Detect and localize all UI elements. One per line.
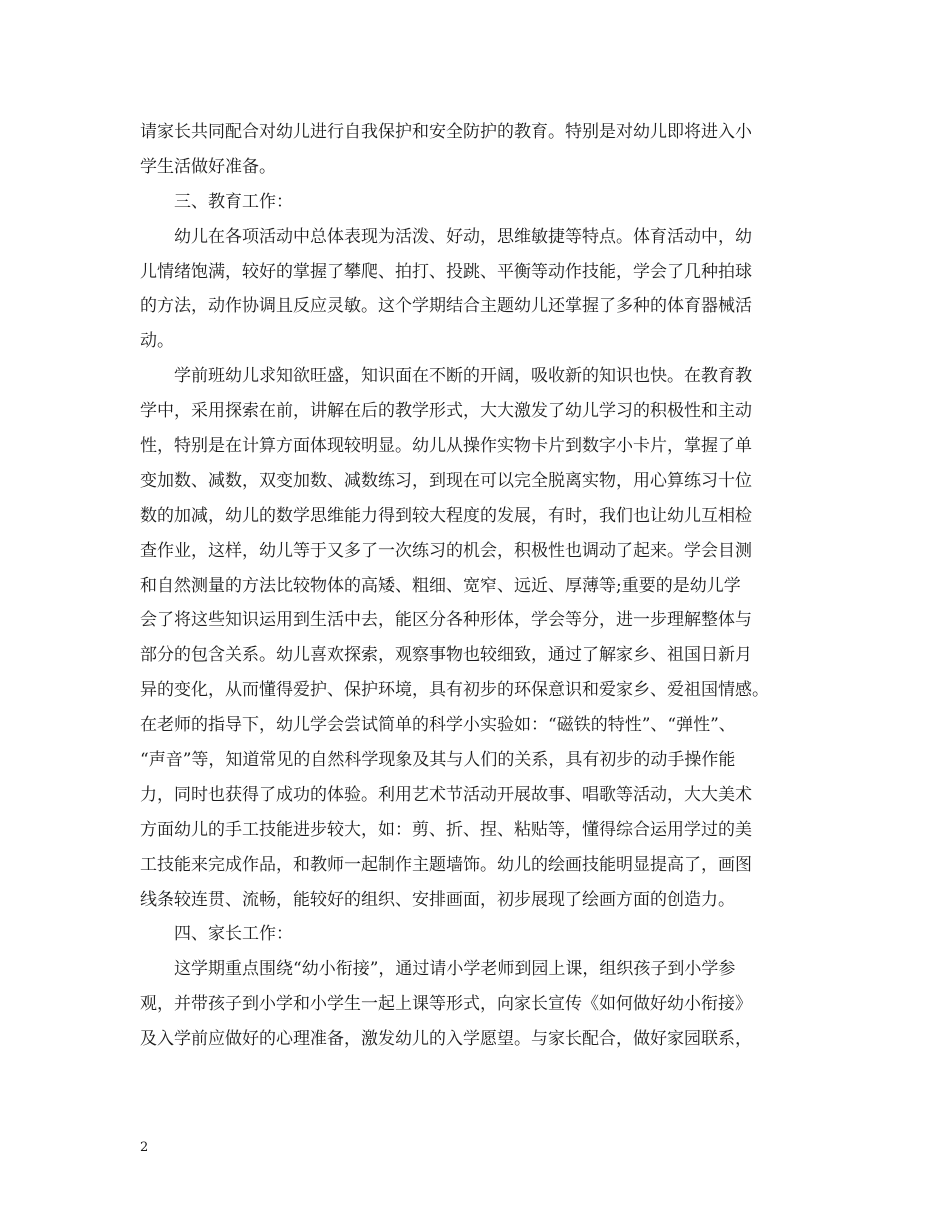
text-line: 幼儿在各项活动中总体表现为活泼、好动，思维敏捷等特点。体育活动中，幼 (174, 226, 752, 247)
text-line: 学生活做好准备。 (140, 156, 276, 177)
text-line: 力，同时也获得了成功的体验。利用艺术节活动开展故事、唱歌等活动，大大美术 (140, 784, 752, 805)
text-line: 在老师的指导下，幼儿学会尝试简单的科学小实验如：“磁铁的特性”、“弹性”、 (140, 715, 736, 736)
text-line: 的方法，动作协调且反应灵敏。这个学期结合主题幼儿还掌握了多种的体育器械活 (140, 296, 752, 317)
text-line: 动。 (140, 331, 174, 352)
text-line: “声音”等，知道常见的自然科学现象及其与人们的关系，具有初步的动手操作能 (140, 750, 736, 771)
text-line: 部分的包含关系。幼儿喜欢探索，观察事物也较细致，通过了解家乡、祖国日新月 (140, 645, 752, 666)
text-line: 方面幼儿的手工技能进步较大，如：剪、折、捏、粘贴等，懂得综合运用学过的美 (140, 819, 752, 840)
text-line: 数的加减，幼儿的数学思维能力得到较大程度的发展，有时，我们也让幼儿互相检 (140, 505, 752, 526)
text-line: 学中，采用探索在前，讲解在后的教学形式，大大激发了幼儿学习的积极性和主动 (140, 401, 752, 422)
text-line: 异的变化，从而懂得爱护、保护环境，具有初步的环保意识和爱家乡、爱祖国情感。 (140, 680, 769, 701)
text-line: 和自然测量的方法比较物体的高矮、粗细、宽窄、远近、厚薄等;重要的是幼儿学 (140, 575, 741, 596)
text-line: 观，并带孩子到小学和小学生一起上课等形式，向家长宣传《如何做好幼小衔接》 (140, 994, 752, 1015)
text-line: 工技能来完成作品，和教师一起制作主题墙饰。幼儿的绘画技能明显提高了，画图 (140, 854, 752, 875)
text-line: 会了将这些知识运用到生活中去，能区分各种形体，学会等分，进一步理解整体与 (140, 610, 752, 631)
text-line: 及入学前应做好的心理准备，激发幼儿的入学愿望。与家长配合，做好家园联系， (140, 1029, 752, 1050)
text-line: 线条较连贯、流畅，能较好的组织、安排画面，初步展现了绘画方面的创造力。 (140, 889, 735, 910)
text-line: 这学期重点围绕“幼小衔接”，通过请小学老师到园上课，组织孩子到小学参 (174, 959, 736, 980)
text-line: 性，特别是在计算方面体现较明显。幼儿从操作实物卡片到数字小卡片，掌握了单 (140, 436, 752, 457)
section-heading: 三、教育工作： (174, 191, 293, 212)
text-line: 变加数、减数，双变加数、减数练习，到现在可以完全脱离实物，用心算练习十位 (140, 470, 752, 491)
text-line: 儿情绪饱满，较好的掌握了攀爬、拍打、投跳、平衡等动作技能，学会了几种拍球 (140, 261, 752, 282)
body-text (140, 115, 820, 1057)
text-line: 请家长共同配合对幼儿进行自我保护和安全防护的教育。特别是对幼儿即将进入小 (140, 122, 752, 142)
page-number: 2 (140, 1140, 149, 1155)
text-line: 学前班幼儿求知欲旺盛，知识面在不断的开阔，吸收新的知识也快。在教育教 (174, 366, 752, 387)
text-line: 查作业，这样，幼儿等于又多了一次练习的机会，积极性也调动了起来。学会目测 (140, 540, 752, 561)
section-heading: 四、家长工作： (174, 924, 293, 945)
